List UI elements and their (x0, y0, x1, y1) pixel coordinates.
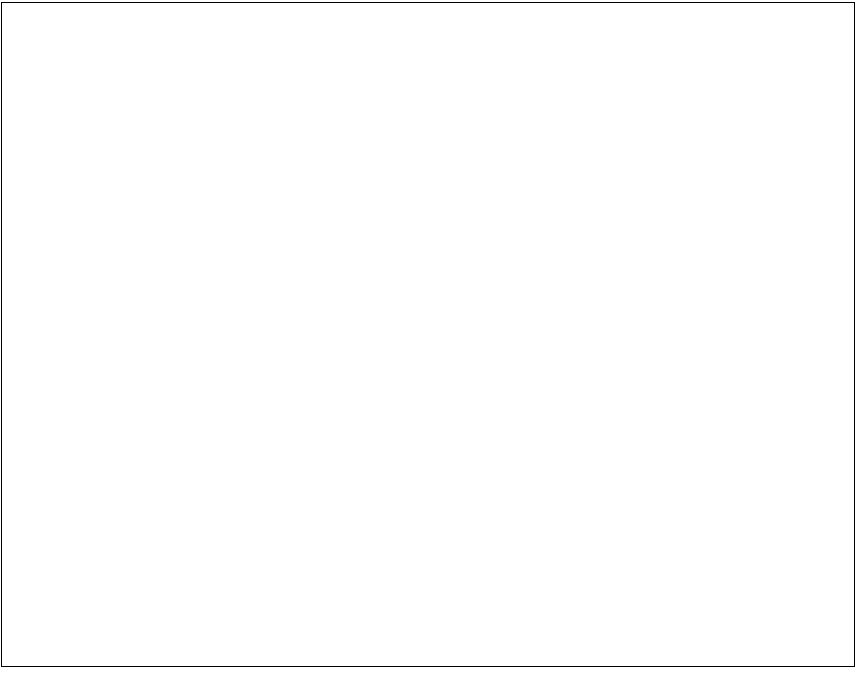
empty-bordered-panel (1, 2, 855, 667)
